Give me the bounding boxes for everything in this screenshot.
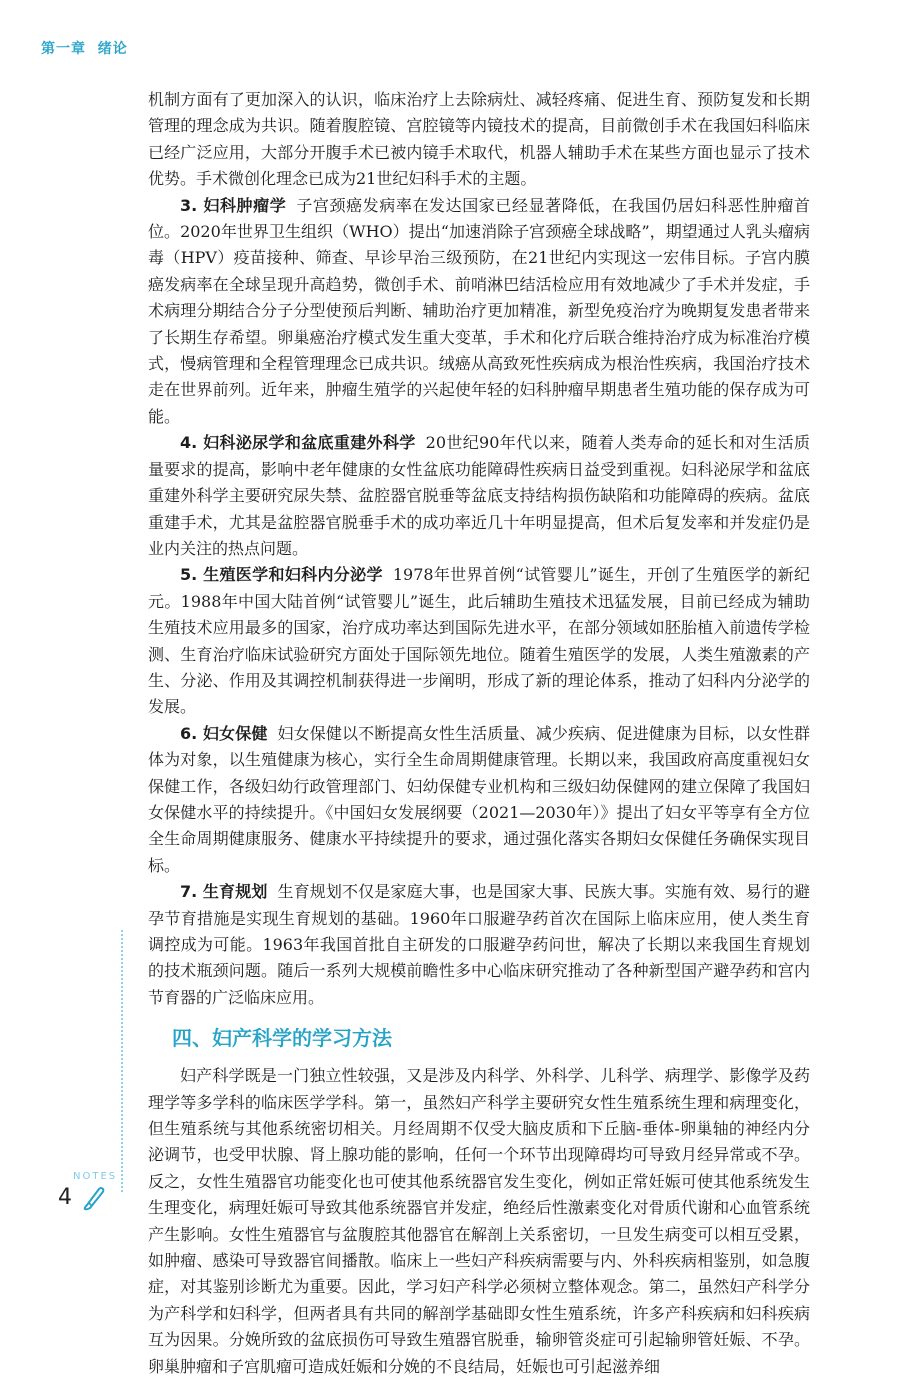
paragraph-text: 子宫颈癌发病率在发达国家已经显著降低，在我国仍居妇科恶性肿瘤首位。2020年世界卫生组织（WHO）提出“加速消除子宫颈癌全球战略”，期望通过人乳头瘤病毒（HPV）疫苗接种、筛查、早诊早治三级预防，在21世纪内实现这一宏伟目标。子宫内膜癌发病率在全球呈现升高趋势，微创手术、前哨淋巴结活检应用有效地减少了手术并发症，手术病理分期结合分子分型使预后判断、辅助治疗更加精准，新型免疫治疗为晚期复发患者带来了长期生存希望。卵巢癌治疗模式发生重大变革，手术和化疗后联合维持治疗成为标准治疗模式，慢病管理和全程管理理念已成共识。绒癌从高致死性疾病成为根治性疾病，我国治疗技术走在世界前列。近年来，肿瘤生殖学的兴起使年轻的妇科肿瘤早期患者生殖功能的保存成为可能。 (148, 195, 810, 426)
page-number: 4 (58, 1185, 72, 1210)
body-paragraph (148, 87, 810, 193)
paragraph-lead: 5. 生殖医学和妇科内分泌学 (180, 565, 383, 585)
section-heading: 四、妇产科学的学习方法 (172, 1026, 392, 1051)
paragraph-text: 1978年世界首例“试管婴儿”诞生，开创了生殖医学的新纪元。1988年中国大陆首例“试管婴儿”诞生，此后辅助生殖技术迅猛发展，目前已经成为辅助生殖技术应用最多的国家，治疗成功率达到国际先进水平，在部分领域如胚胎植入前遗传学检测、生育治疗临床试验研究方面处于国际领先地位。随着生殖医学的发展，人类生殖激素的产生、分泌、作用及其调控机制获得进一步阐明，形成了新的理论体系，推动了妇科内分泌学的发展。 (148, 565, 810, 717)
body-paragraph (148, 879, 810, 1011)
body-paragraph (148, 193, 810, 431)
paragraph-lead: 6. 妇女保健 (180, 723, 268, 743)
chapter-number: 第一章 (41, 41, 86, 57)
body-paragraph (148, 430, 810, 562)
paragraph-text: 生育规划不仅是家庭大事，也是国家大事、民族大事。实施有效、易行的避孕节育措施是实现生育规划的基础。1960年口服避孕药首次在国际上临床应用，使人类生育调控成为可能。1963年我国首批自主研发的口服避孕药问世，解决了长期以来我国生育规划的技术瓶颈问题。随后一系列大规模前瞻性多中心临床研究推动了各种新型国产避孕药和宫内节育器的广泛临床应用。 (148, 882, 810, 1007)
paragraph-lead: 7. 生育规划 (180, 882, 268, 902)
notes-label: NOTES (73, 1171, 118, 1182)
body-paragraph (148, 721, 810, 879)
paragraph-lead: 3. 妇科肿瘤学 (180, 195, 287, 215)
paragraph-text: 机制方面有了更加深入的认识，临床治疗上去除病灶、减轻疼痛、促进生育、预防复发和长期管理的理念成为共识。随着腹腔镜、宫腔镜等内镜技术的提高，目前微创手术在我国妇科临床已经广泛应用，大部分开腹手术已被内镜手术取代，机器人辅助手术在某些方面也显示了技术优势。手术微创化理念已成为21世纪妇科手术的主题。 (148, 90, 810, 189)
notes-margin-rule (121, 930, 123, 1192)
body-paragraph (148, 562, 810, 720)
page-body (148, 87, 810, 1380)
paragraph-text: 妇女保健以不断提高女性生活质量、减少疾病、促进健康为目标，以女性群体为对象，以生殖健康为核心，实行全生命周期健康管理。长期以来，我国政府高度重视妇女保健工作，各级妇幼行政管理部门、妇幼保健专业机构和三级妇幼保健网的建立保障了我国妇女保健水平的持续提升。《中国妇女发展纲要（2021—2030年）》提出了妇女平等享有全方位全生命周期健康服务、健康水平持续提升的要求，通过强化落实各期妇女保健任务确保实现目标。 (148, 723, 810, 875)
paragraph-lead: 4. 妇科泌尿学和盆底重建外科学 (180, 433, 416, 453)
paragraph-text: 20世纪90年代以来，随着人类寿命的延长和对生活质量要求的提高，影响中老年健康的女性盆底功能障碍性疾病日益受到重视。妇科泌尿学和盆底重建外科学主要研究尿失禁、盆腔器官脱垂等盆底支持结构损伤缺陷和功能障碍的疾病。盆底重建手术，尤其是盆腔器官脱垂手术的成功率近几十年明显提高，但术后复发率和并发症仍是业内关注的热点问题。 (148, 433, 810, 558)
chapter-title: 绪论 (97, 41, 128, 57)
section-paragraph: 妇产科学既是一门独立性较强，又是涉及内科学、外科学、儿科学、病理学、影像学及药理学等多学科的临床医学学科。第一，虽然妇产科学主要研究女性生殖系统生理和病理变化，但生殖系统与其他系统密切相关。月经周期不仅受大脑皮质和下丘脑-垂体-卵巢轴的神经内分泌调节，也受甲状腺、肾上腺功能的影响，任何一个环节出现障碍均可导致月经异常或不孕。反之，女性生殖器官功能变化也可使其他系统器官发生变化，例如正常妊娠可使其他系统发生生理变化，病理妊娠可导致其他系统器官并发症，绝经后性激素变化对骨质代谢和心血管系统产生影响。女性生殖器官与盆腹腔其他器官在解剖上关系密切，一旦发生病变可以相互受累，如肿瘤、感染可导致器官间播散。临床上一些妇产科疾病需要与内、外科疾病相鉴别，如急腹症，对其鉴别诊断尤为重要。因此，学习妇产科学必须树立整体观念。第二，虽然妇产科学分为产科学和妇科学，但两者具有共同的解剖学基础即女性生殖系统，许多产科疾病和妇科疾病互为因果。分娩所致的盆底损伤可导致生殖器官脱垂，输卵管炎症可引起输卵管妊娠、不孕。卵巢肿瘤和子宫肌瘤可造成妊娠和分娩的不良结局，妊娠也可引起滋养细 (148, 1066, 810, 1376)
chapter-header (41, 38, 128, 58)
pencil-icon (81, 1183, 105, 1211)
